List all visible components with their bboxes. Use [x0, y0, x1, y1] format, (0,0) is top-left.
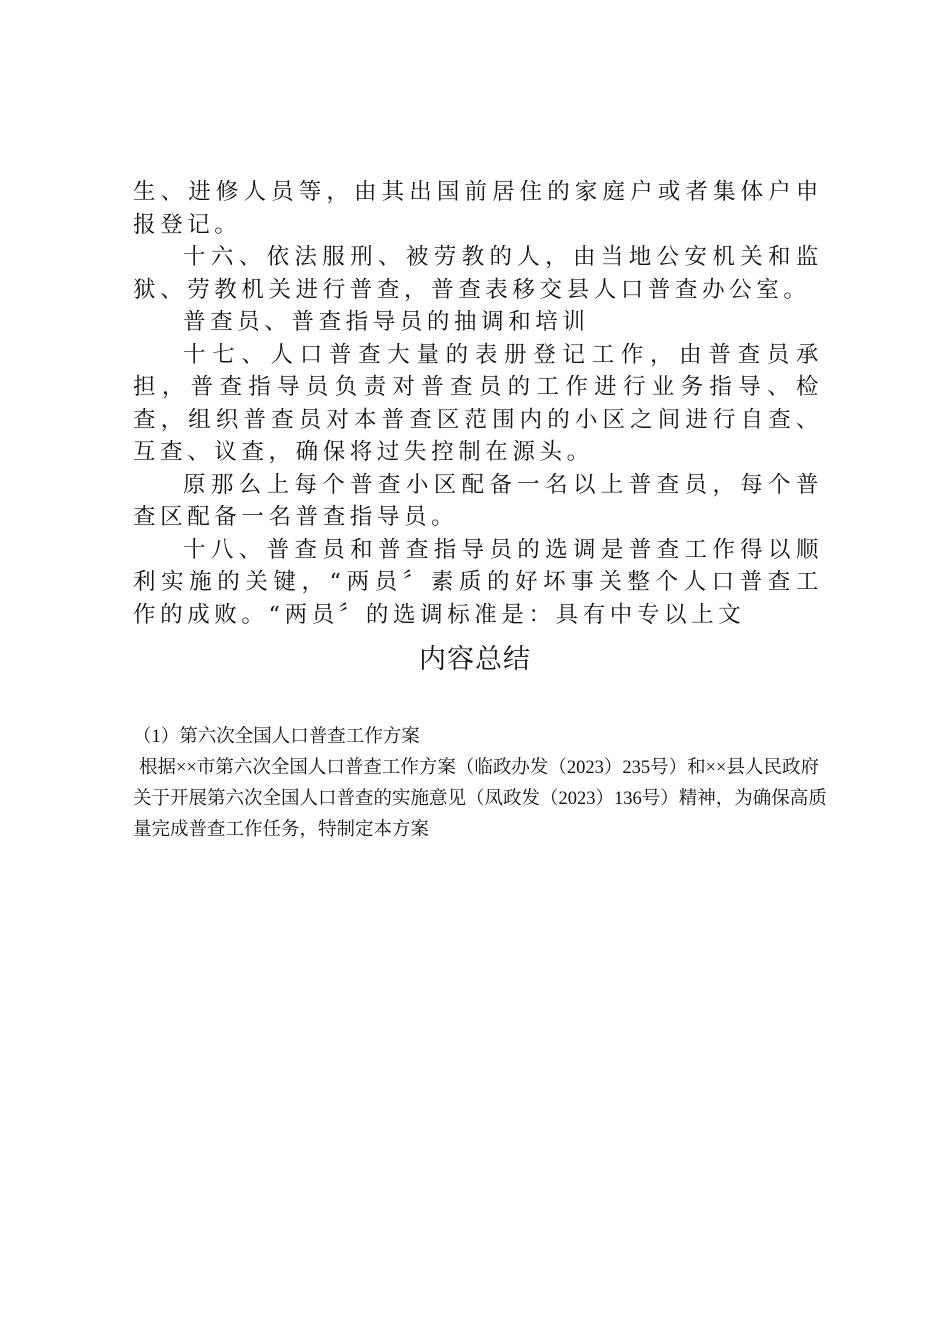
paragraph-5: 十八、普查员和普查指导员的选调是普查工作得以顺利实施的关键，“两员〞素质的好坏事关整个人口普查工作的成败。“两员〞的选调标准是：具有中专以上文 — [133, 536, 823, 628]
paragraph-1: 生、进修人员等，由其出国前居住的家庭户或者集体户申报登记。 — [133, 179, 823, 238]
section-heading: 普查员、普查指导员的抽调和培训 — [183, 309, 590, 335]
summary-item-title: （1）第六次全国人口普查工作方案 — [133, 727, 420, 747]
paragraph-4: 原那么上每个普查小区配备一名以上普查员，每个普查区配备一名普查指导员。 — [133, 471, 823, 530]
summary-block — [133, 722, 833, 846]
summary-title: 内容总结 — [419, 644, 531, 675]
summary-item-body: 根据××市第六次全国人口普查工作方案（临政办发（2023）235号）和××县人民政府关于开展第六次全国人口普查的实施意见（凤政发（2023）136号）精神，为确保高质量完成普查工作任务，特制定本方案 — [133, 758, 827, 840]
document-body — [133, 176, 823, 631]
paragraph-2: 十六、依法服刑、被劳教的人，由当地公安机关和监狱、劳教机关进行普查，普查表移交县人口普查办公室。 — [133, 244, 823, 303]
paragraph-3: 十七、人口普查大量的表册登记工作，由普查员承担，普查指导员负责对普查员的工作进行业务指导、检查，组织普查员对本普查区范围内的小区之间进行自查、互查、议查，确保将过失控制在源头。 — [133, 341, 823, 465]
